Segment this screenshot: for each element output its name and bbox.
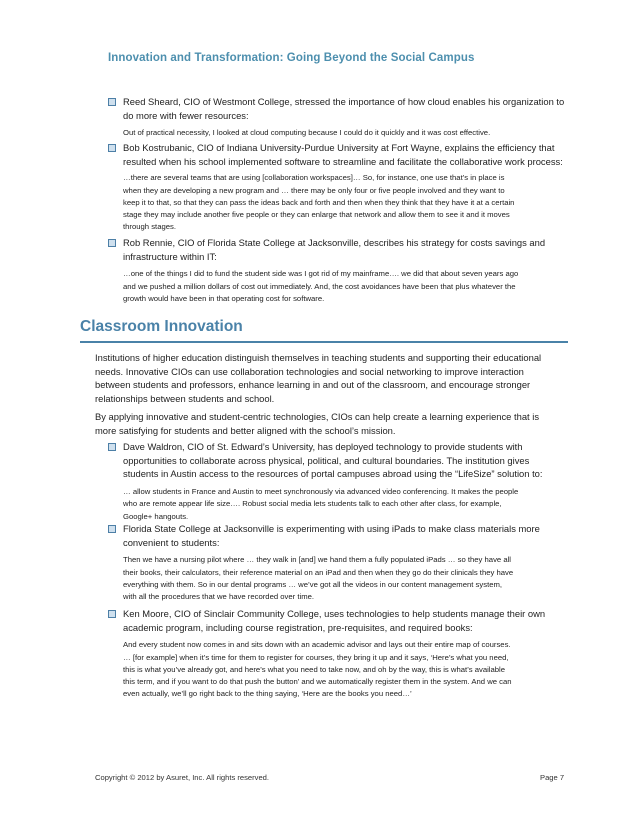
- quote-line: Out of practical necessity, I looked at cloud computing because I could do it quickly and it was cost effective.: [123, 128, 491, 138]
- quote-line: their books, their calculators, their reference material on an iPad and then when they go do their clinicals they have: [123, 567, 514, 577]
- bullet-square-icon: [108, 525, 116, 533]
- paragraph-line: relationships between students and school.: [95, 392, 275, 404]
- quote-line: …one of the things I did to fund the student side was I got rid of my mainframe…. we did that about seven years ago: [123, 269, 519, 279]
- bullet-line: Dave Waldron, CIO of St. Edward’s University, has deployed technology to provide students with: [123, 441, 523, 452]
- quote-line: …there are several teams that are using [collaboration workspaces]… So, for instance, one use that’s in place is: [123, 173, 505, 183]
- quote: [123, 127, 573, 139]
- quote-line: this term, and if you want to do that push the button’ and we automatically register them in the system. And we can: [123, 677, 512, 687]
- bullet-item: [108, 236, 573, 305]
- bullet-item: [108, 95, 573, 140]
- footer-copyright: Copyright © 2012 by Asuret, Inc. All rights reserved.: [95, 773, 270, 782]
- quote-line: and we pushed a million dollars of cost out immediately. And, the cost avoidances have been that plus whatever the: [123, 281, 516, 291]
- paragraph-line: between students and professors, enhance learning in and out of the classroom, and encourage stronger: [95, 379, 531, 391]
- quote-line: … [for example] when it’s time for them to register for courses, they bring it up and it says, ‘Here’s what you need,: [123, 652, 509, 662]
- page-header-title: Innovation and Transformation: Going Beyond the Social Campus: [108, 52, 475, 64]
- bullet-text: [123, 95, 564, 122]
- quote-line: … allow students in France and Austin to meet synchronously via advanced video conferencing. It makes the people: [123, 487, 519, 497]
- bullet-line: Florida State College at Jacksonville is experimenting with using iPads to make class materials more: [123, 523, 540, 534]
- quote: [123, 554, 573, 603]
- bullet-item: [108, 141, 573, 233]
- bullet-line: resulted when his school implemented software to streamline and facilitate the collaborative work process:: [123, 155, 563, 167]
- bullet-item: [108, 440, 573, 523]
- bullet-square-icon: [108, 98, 116, 106]
- quote: [123, 268, 573, 305]
- bullet-square-icon: [108, 443, 116, 451]
- paragraph-line: more satisfying for students and better aligned with the school’s mission.: [95, 424, 396, 436]
- quote: [123, 639, 573, 700]
- bullet-text: [123, 440, 543, 481]
- bullet-text: [123, 141, 563, 168]
- bullet-text: [123, 236, 545, 263]
- bullet-square-icon: [108, 144, 116, 152]
- footer-page-number: Page 7: [540, 773, 565, 782]
- section-paragraph: [95, 410, 573, 437]
- paragraph-line: needs. Innovative CIOs can use collaboration technologies and social networking to improve interaction: [95, 365, 524, 377]
- paragraph-line: By applying innovative and student-centric technologies, CIOs can help create a learning experience that is: [95, 411, 540, 422]
- quote-line: through stages.: [123, 222, 176, 232]
- bullet-line: do more with fewer resources:: [123, 109, 249, 121]
- bullet-square-icon: [108, 610, 116, 618]
- bullet-text: [123, 522, 540, 549]
- quote-line: growth would have been in that operating cost for software.: [123, 293, 325, 303]
- paragraph-line: Institutions of higher education distinguish themselves in teaching students and supporting their educational: [95, 352, 542, 363]
- quote-line: keep it to that, so that they can pass the ideas back and forth and then when they think that they have it at a certain: [123, 197, 515, 207]
- bullet-line: Reed Sheard, CIO of Westmont College, stressed the importance of how cloud enables his organization to: [123, 96, 565, 107]
- quote-line: stage they may include another five people or they can enlarge that network and allow them to see it and it moves: [123, 210, 510, 220]
- bullet-line: academic program, including course registration, pre-requisites, and required books:: [123, 621, 473, 633]
- quote: [123, 486, 573, 523]
- bullet-line: opportunities to collaborate across physical, political, and cultural boundaries. The institution gives: [123, 454, 530, 466]
- quote-line: Google+ hangouts.: [123, 511, 189, 521]
- bullet-text: [123, 607, 545, 634]
- section-paragraph: [95, 351, 573, 405]
- bullet-line: Rob Rennie, CIO of Florida State College at Jacksonville, describes his strategy for costs savings and: [123, 237, 546, 248]
- quote-line: with all the procedures that we have recorded over time.: [123, 592, 315, 602]
- quote-line: when they are developing a new program and … there may be only four or five people involved and they want to: [123, 185, 505, 195]
- bullet-item: [108, 607, 573, 700]
- bullet-item: [108, 522, 573, 603]
- quote: [123, 172, 573, 233]
- section-title: Classroom Innovation: [80, 318, 243, 335]
- quote-line: And every student now comes in and sits down with an academic advisor and lays out their entire map of courses.: [123, 640, 511, 650]
- bullet-line: convenient to students:: [123, 536, 220, 548]
- quote-line: who are remote appear life size…. Robust social media lets students talk to each other after class, for example,: [123, 499, 502, 509]
- section-divider: [80, 341, 568, 343]
- quote-line: this is what you’ve already got, and here’s what you need to take now, and oh by the way, this is what’s available: [123, 664, 506, 674]
- bullet-line: infrastructure within IT:: [123, 250, 217, 262]
- bullet-line: Ken Moore, CIO of Sinclair Community College, uses technologies to help students manage their own: [123, 608, 546, 619]
- quote-line: Then we have a nursing pilot where … they walk in [and] we hand them a fully populated iPads … so they have all: [123, 555, 512, 565]
- quote-line: everything with them. So in our dental programs … we’ve got all the videos in our content management system,: [123, 579, 503, 589]
- bullet-square-icon: [108, 239, 116, 247]
- bullet-line: Bob Kostrubanic, CIO of Indiana University-Purdue University at Fort Wayne, explains the efficiency that: [123, 142, 555, 153]
- quote-line: even actually, we’ll go right back to the thing saying, ‘Here are the books you need…’: [123, 689, 412, 699]
- bullet-line: students in Austin access to the resources of portal campuses abroad using the “LifeSize” solution to:: [123, 468, 543, 480]
